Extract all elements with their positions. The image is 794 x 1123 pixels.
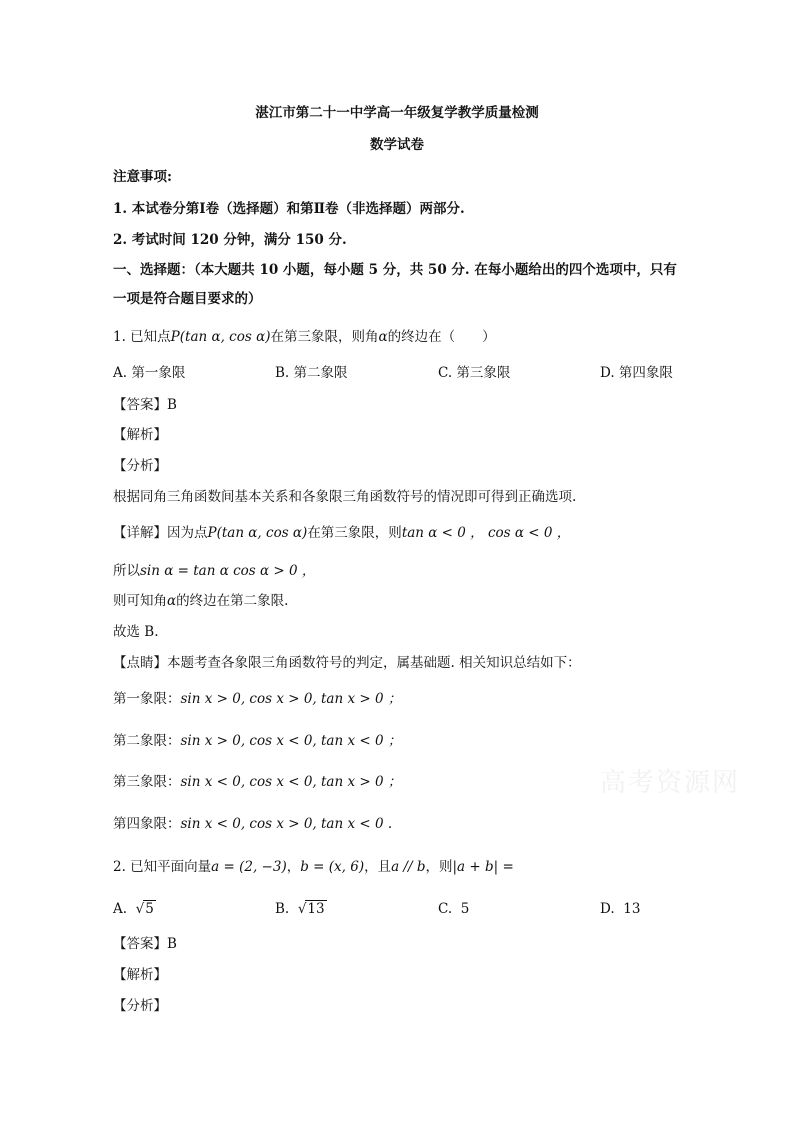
option-letter: D. <box>600 901 615 917</box>
q2-option-c <box>438 900 469 918</box>
document-subtitle: 数学试卷 <box>370 137 424 153</box>
q2-option-d <box>600 900 640 918</box>
q2-ask: |a + b| = <box>452 859 514 875</box>
q1-stem <box>113 328 496 346</box>
q1-then-line <box>113 592 288 610</box>
q2-vec-a: a = (2, −3) <box>211 859 287 875</box>
quadrant-label: 第四象限： <box>113 816 181 832</box>
q1-detail-cond: tan α < 0 ， cos α < 0 ， <box>401 525 571 541</box>
watermark: 高考资源网 <box>600 768 741 798</box>
option-value: 5 <box>460 901 470 917</box>
q1-so-math: sin α = tan α cos α > 0 ， <box>140 563 316 579</box>
q1-quadrant-3 <box>113 773 401 791</box>
q1-prefix: 1. 已知点 <box>113 329 171 345</box>
quadrant-expr: sin x > 0, cos x > 0, tan x > 0 ； <box>180 691 402 707</box>
option-letter: C. <box>438 901 453 917</box>
q1-point-math: P(tan α, cos α) <box>170 329 271 345</box>
q1-dianjing: 【点睛】本题考查各象限三角函数符号的判定，属基础题. 相关知识总结如下： <box>113 655 581 671</box>
q1-quadrant-1 <box>113 690 401 708</box>
q1-option-d: D. 第四象限 <box>600 365 673 381</box>
q1-detail-math: P(tan α, cos α) <box>207 525 308 541</box>
q1-quadrant-2 <box>113 732 401 750</box>
q1-choose: 故选 B. <box>113 624 159 640</box>
q1-quadrant-4 <box>113 815 392 833</box>
note-1: 1. 本试卷分第Ⅰ卷（选择题）和第Ⅱ卷（非选择题）两部分. <box>113 201 465 217</box>
quadrant-label: 第一象限： <box>113 691 181 707</box>
q2-vec-b: b = (x, 6) <box>300 859 365 875</box>
q2-cond: a // b <box>391 859 426 875</box>
quadrant-expr: sin x > 0, cos x < 0, tan x < 0 ； <box>180 733 402 749</box>
sqrt-radicand: 13 <box>307 901 325 917</box>
q1-suffix: 在第三象限，则角 <box>270 329 379 345</box>
document-title: 湛江市第二十一中学高一年级复学教学质量检测 <box>255 105 539 121</box>
q1-answer: 【答案】B <box>113 397 177 413</box>
notes-heading: 注意事项: <box>113 169 172 185</box>
option-letter: A. <box>113 901 128 917</box>
q1-detail-prefix: 【详解】因为点 <box>113 525 208 541</box>
quadrant-expr: sin x < 0, cos x > 0, tan x < 0 . <box>180 816 393 832</box>
q2-answer: 【答案】B <box>113 936 177 952</box>
q1-then-prefix: 则可知角 <box>113 593 167 609</box>
q2-stem <box>113 858 514 876</box>
q2-sep: ， <box>286 859 301 875</box>
q1-so-prefix: 所以 <box>113 563 140 579</box>
q1-option-b: B. 第二象限 <box>275 365 348 381</box>
q1-detail-mid: 在第三象限，则 <box>307 525 402 541</box>
q1-alpha: α <box>378 329 388 345</box>
q1-jiexi-label: 【解析】 <box>113 427 167 443</box>
q1-option-a: A. 第一象限 <box>113 365 186 381</box>
sqrt-radicand: 5 <box>145 901 154 917</box>
q1-option-c: C. 第三象限 <box>438 365 511 381</box>
q2-prefix: 2. 已知平面向量 <box>113 859 212 875</box>
q2-fenxi-label: 【分析】 <box>113 998 167 1014</box>
quadrant-label: 第三象限： <box>113 774 181 790</box>
section-1-heading-line-2: 一项是符合题目要求的） <box>113 291 262 307</box>
sqrt-sign: √ <box>135 901 145 917</box>
option-value: 13 <box>623 901 641 917</box>
section-1-heading-line-1: 一、选择题：（本大题共 10 小题，每小题 5 分，共 50 分. 在每小题给出的四个选项中，只有 <box>113 262 677 278</box>
q1-then-alpha: α <box>167 593 177 609</box>
note-2: 2. 考试时间 120 分钟，满分 150 分. <box>113 232 347 248</box>
q1-detail <box>113 524 570 542</box>
q1-fenxi-label: 【分析】 <box>113 458 167 474</box>
option-letter: B. <box>275 901 290 917</box>
q2-cond-prefix: ，且 <box>364 859 392 875</box>
q2-jiexi-label: 【解析】 <box>113 967 167 983</box>
q2-ask-prefix: ，则 <box>425 859 453 875</box>
quadrant-label: 第二象限： <box>113 733 181 749</box>
quadrant-expr: sin x < 0, cos x < 0, tan x > 0 ； <box>180 774 402 790</box>
q1-analysis: 根据同角三角函数间基本关系和各象限三角函数符号的情况即可得到正确选项. <box>113 489 577 505</box>
q1-then-suffix: 的终边在第二象限. <box>176 593 289 609</box>
sqrt-sign: √ <box>297 901 307 917</box>
q2-option-a <box>113 900 156 918</box>
q1-end: 的终边在（ ） <box>387 329 496 345</box>
q1-so-line <box>113 562 315 580</box>
q2-option-b <box>275 900 327 918</box>
